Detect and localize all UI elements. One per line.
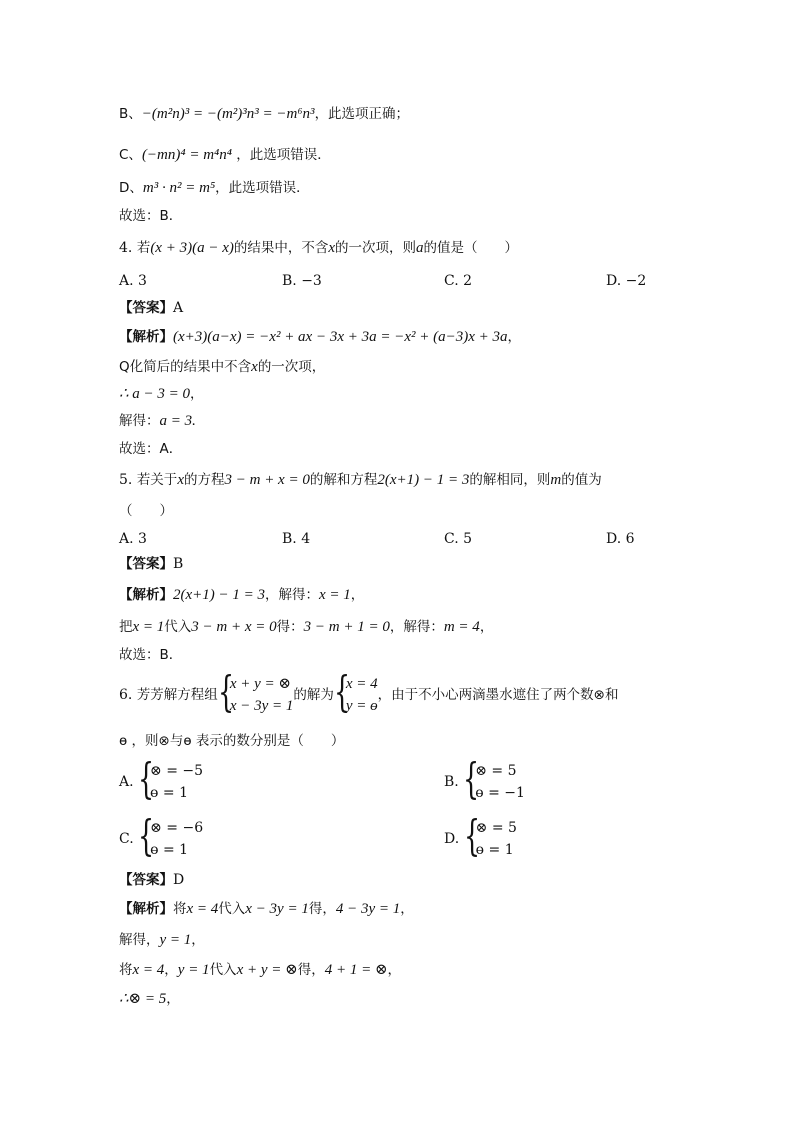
question-6-solution (333, 667, 378, 717)
option-row-2: ɵ = 1 (150, 842, 189, 858)
answer-value: D (173, 872, 185, 888)
solution-row-1: x = 4 (345, 676, 378, 692)
question-6-text-post: ，由于不小心两滴墨水遮住了两个数⊗和 (377, 687, 619, 703)
question-5-substitute (119, 617, 493, 637)
question-4-text-mid: 的结果中，不含 (233, 240, 329, 256)
question-6-sub-mid2: 得， (297, 962, 325, 978)
option-b-math: −(m²n)³ = −(m²)³n³ = −m⁶n³ (141, 106, 315, 122)
option-b-analysis-line (119, 104, 409, 124)
option-row-1: ⊗ = 5 (475, 763, 517, 779)
question-5-sub-res: 3 − m + 1 = 0 (303, 619, 390, 635)
analysis-label: 【解析】 (119, 901, 173, 917)
brace-icon: { (463, 754, 480, 803)
question-5-sub-mid: 代入 (164, 619, 192, 635)
solution-row-2: y = ɵ (345, 698, 378, 714)
option-row-2: ɵ = −1 (475, 785, 525, 801)
question-6-text-mid: 的解为 (293, 687, 334, 703)
question-4-reason-text: Q化简后的结果中不含 (119, 359, 252, 375)
question-6-analysis-mid: 代入 (218, 901, 246, 917)
option-d-math: m³ · n² = m⁵ (142, 180, 216, 196)
option-label: C. (119, 831, 134, 847)
option-row-1: ⊗ = −6 (150, 820, 204, 836)
question-5-sub-sol: m = 4 (443, 619, 480, 635)
question-4-choose: 故选：A． (119, 441, 183, 457)
question-5-sub-mid3: ，解得： (389, 619, 444, 635)
brace-icon: { (217, 667, 234, 716)
brace-icon: { (138, 811, 155, 860)
question-5-option-a: A. 3 (119, 531, 147, 547)
question-5-analysis-expr: 2(x+1) − 1 = 3 (173, 587, 266, 603)
question-5 (119, 470, 602, 490)
question-6-number: 6. (119, 687, 133, 703)
question-5-sub-val: x = 1 (132, 619, 165, 635)
question-5-answer (119, 554, 183, 574)
question-6-analysis-mid2: 得， (308, 901, 336, 917)
system-row-2: x − 3y = 1 (229, 698, 294, 714)
option-row-2: ɵ = 1 (150, 785, 188, 801)
question-4-answer (119, 298, 183, 318)
question-6-text-pre: 芳芳解方程组 (136, 687, 218, 703)
question-5-analysis-mid: ，解得： (265, 587, 320, 603)
question-5-var-x: x (177, 472, 184, 488)
option-c-label: C、 (119, 147, 142, 163)
question-4 (119, 238, 518, 258)
question-6-sub-pre: 将 (119, 962, 133, 978)
question-6-sub-sep: ， (164, 962, 178, 978)
question-6 (119, 667, 619, 717)
question-5-option-d: D. 6 (606, 531, 635, 547)
question-6-final-expr: ∴⊗ = 5 (119, 991, 167, 1007)
option-system (138, 811, 204, 861)
question-6-sub-eq: x + y = ⊗ (236, 962, 298, 978)
question-6-solve-tail: ， (191, 932, 205, 948)
answer-label: 【答案】 (119, 300, 173, 316)
option-d-text: ，此选项错误． (215, 180, 310, 196)
question-6-sub-x: x = 4 (132, 962, 165, 978)
question-6-final-tail: ， (166, 991, 180, 1007)
option-b-label: B、 (119, 106, 142, 122)
question-4-analysis-expr: (x+3)(a−x) = −x² + ax − 3x + 3a = −x² + (a−3)x + 3a (173, 329, 508, 345)
question-5-eq1: 3 − m + x = 0 (224, 472, 310, 488)
question-4-therefore-tail: ， (190, 386, 204, 402)
option-label: A. (119, 774, 134, 790)
question-6-line2: ɵ ，则⊗与ɵ 表示的数分别是（ ） (119, 733, 345, 749)
question-6-final (119, 989, 180, 1009)
answer-label: 【答案】 (119, 556, 173, 572)
question-5-text-post: 的值为 (561, 472, 602, 488)
question-4-number: 4. (119, 240, 133, 256)
brace-icon: { (333, 667, 350, 716)
question-6-solve-expr: y = 1 (159, 932, 192, 948)
question-4-option-c: C. 2 (444, 273, 473, 289)
option-row-1: ⊗ = −5 (150, 763, 204, 779)
option-b-text: ，此选项正确； (314, 106, 410, 122)
answer-label: 【答案】 (119, 872, 173, 888)
question-5-text-mid: 的方程 (183, 472, 225, 488)
option-label: D. (444, 831, 460, 847)
option-row-1: ⊗ = 5 (475, 820, 517, 836)
question-4-reason-var: x (251, 359, 258, 375)
question-6-option-b (444, 754, 525, 804)
question-6-option-a (119, 754, 204, 804)
question-4-solve-label: 解得： (119, 413, 160, 429)
answer-value: B (173, 556, 184, 572)
brace-icon: { (138, 754, 155, 803)
question-4-option-d: D. −2 (606, 273, 647, 289)
question-5-text-pre: 若关于 (136, 472, 178, 488)
question-5-eq2: 2(x+1) − 1 = 3 (377, 472, 470, 488)
option-c-analysis-line (119, 145, 331, 165)
option-d-label: D、 (119, 180, 143, 196)
system-row-1: x + y = ⊗ (229, 676, 291, 692)
brace-icon: { (463, 811, 480, 860)
question-4-text-pre: 若 (136, 240, 151, 256)
question-6-sub-y: y = 1 (177, 962, 210, 978)
question-4-var-x: x (328, 240, 336, 256)
question-4-analysis-tail: ， (507, 329, 522, 345)
question-4-reason (119, 357, 325, 377)
question-4-text-post: 的值是（ ） (423, 240, 519, 256)
question-6-analysis (119, 899, 414, 919)
question-6-analysis-val: x = 4 (186, 901, 219, 917)
question-4-option-a: A. 3 (119, 273, 147, 289)
question-5-sub-mid2: 得： (276, 619, 304, 635)
question-5-paren: （ ） (119, 503, 173, 519)
question-5-analysis-sol: x = 1 (319, 587, 351, 603)
option-d-analysis-line (119, 178, 310, 198)
question-6-substitute (119, 960, 401, 980)
question-6-solve-label: 解得， (119, 932, 160, 948)
option-label: B. (444, 774, 459, 790)
question-4-expr: (x + 3)(a − x) (150, 240, 234, 256)
option-system (138, 754, 204, 804)
question-5-sub-pre: 把 (119, 619, 133, 635)
question-6-sub-mid: 代入 (209, 962, 237, 978)
question-4-var-a: a (416, 240, 424, 256)
question-6-answer (119, 870, 184, 890)
question-6-option-d (444, 811, 517, 861)
question-4-solve (119, 411, 196, 431)
question-4-analysis (119, 327, 521, 347)
choose-b-line: 故选：B． (119, 208, 183, 224)
question-6-analysis-pre: 将 (173, 901, 187, 917)
option-c-text: ，此选项错误． (231, 147, 331, 163)
question-6-option-c (119, 811, 204, 861)
question-5-analysis (119, 585, 364, 605)
question-6-system (217, 667, 294, 717)
question-5-number: 5. (119, 472, 133, 488)
question-4-reason-tail: 的一次项， (257, 359, 326, 375)
question-6-sub-tail: ， (387, 962, 402, 978)
option-system (463, 754, 525, 804)
question-4-text-mid2: 的一次项，则 (335, 240, 417, 256)
question-6-analysis-eq: x − 3y = 1 (245, 901, 309, 917)
question-4-therefore-expr: ∴ a − 3 = 0 (119, 386, 191, 402)
question-5-text-mid2: 的解和方程 (309, 472, 378, 488)
option-row-2: ɵ = 1 (475, 842, 514, 858)
question-6-analysis-tail: ， (400, 901, 414, 917)
question-5-sub-tail: ， (479, 619, 494, 635)
option-system (463, 811, 517, 861)
answer-value: A (173, 300, 184, 316)
question-6-solve (119, 930, 205, 950)
analysis-label: 【解析】 (119, 329, 173, 345)
question-4-solve-expr: a = 3. (159, 413, 196, 429)
question-6-sub-res: 4 + 1 = ⊗ (324, 962, 388, 978)
question-5-option-b: B. 4 (282, 531, 311, 547)
question-5-sub-eq: 3 − m + x = 0 (191, 619, 277, 635)
question-6-analysis-res: 4 − 3y = 1 (335, 901, 401, 917)
option-c-math: (−mn)⁴ = m⁴n⁴ (141, 147, 232, 163)
analysis-label: 【解析】 (119, 587, 173, 603)
question-5-choose: 故选：B． (119, 647, 183, 663)
question-4-option-b: B. −3 (282, 273, 322, 289)
question-5-text-mid3: 的解相同，则 (469, 472, 551, 488)
question-4-therefore (119, 384, 204, 404)
question-5-var-m: m (550, 472, 562, 488)
question-5-analysis-tail: ， (350, 587, 365, 603)
question-5-option-c: C. 5 (444, 531, 473, 547)
